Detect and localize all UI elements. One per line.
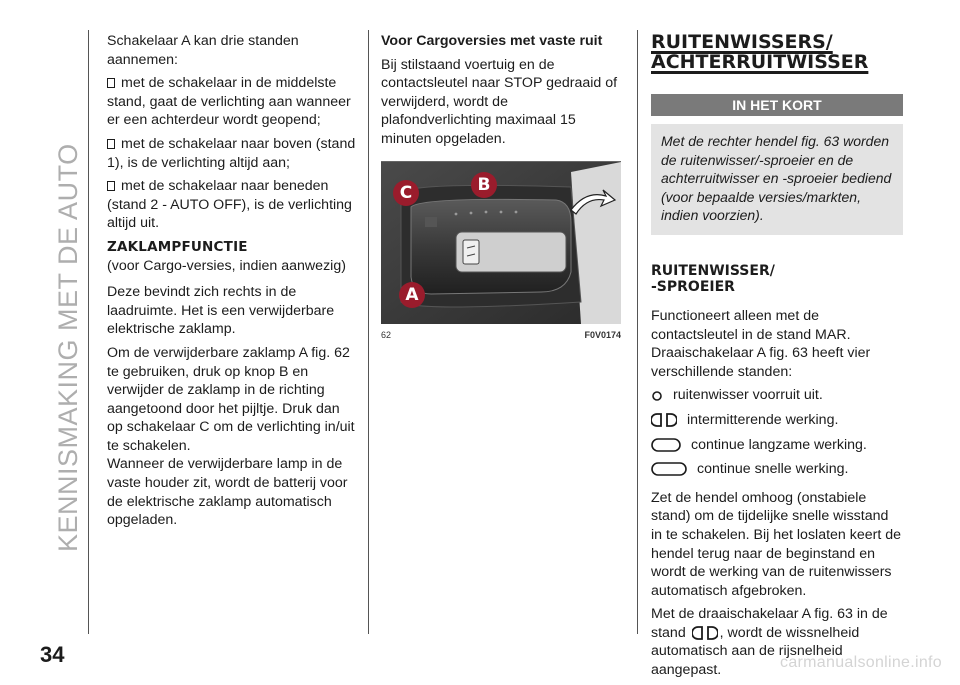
- divider: [368, 30, 369, 634]
- bullet-item: met de schakelaar naar beneden (stand 2 - AUTO OFF), is de verlichting altijd uit.: [107, 178, 352, 232]
- mode-item: ruitenwisser voorruit uit.: [651, 386, 903, 405]
- label-b: B: [471, 172, 497, 198]
- mode-item: continue snelle werking.: [651, 460, 903, 479]
- section-heading: ZAKLAMPFUNCTIE: [107, 238, 248, 255]
- intro-text: Schakelaar A kan drie standen aannemen:: [107, 33, 299, 68]
- paragraph: Bij stilstaand voertuig en de contactsleutel naar STOP gedraaid of verwijderd, wordt de plafondverlichting maximaal 15 minuten opgeladen.: [381, 56, 618, 147]
- column-right: [651, 32, 903, 685]
- column-left: [107, 32, 357, 535]
- paragraph: Functioneert alleen met de contactsleutel in de stand MAR. Draaischakelaar A fig. 63 heeft vier verschillende standen:: [651, 307, 871, 380]
- divider: [88, 30, 89, 634]
- intermittent-icon: [692, 626, 718, 640]
- mode-item: intermitterende werking.: [651, 411, 903, 430]
- mode-item: continue langzame werking.: [651, 436, 903, 455]
- figure-caption: [381, 326, 621, 345]
- label-a: A: [399, 282, 425, 308]
- page-number: 34: [40, 642, 65, 667]
- figure-number: 62: [381, 329, 392, 340]
- chapter-section-title: RUITENWISSERS/ ACHTERRUITWISSER: [651, 31, 869, 73]
- column-middle: [381, 32, 621, 344]
- divider: [637, 30, 638, 634]
- watermark: carmanualsonline.info: [780, 654, 942, 671]
- slow-icon: [651, 438, 681, 452]
- bullet-item: met de schakelaar naar boven (stand 1), is de verlichting altijd aan;: [107, 135, 356, 171]
- bullet-icon: [107, 78, 115, 88]
- subsection-title: RUITENWISSER/ -SPROEIER: [651, 262, 775, 295]
- section-subtitle: (voor Cargo-versies, indien aanwezig): [107, 257, 346, 274]
- label-c: C: [393, 180, 419, 206]
- summary-header: IN HET KORT: [651, 94, 903, 116]
- figure-flashlight: [381, 161, 621, 324]
- intermittent-icon: [651, 413, 677, 427]
- paragraph: Wanneer de verwijderbare lamp in de vaste houder zit, wordt de batterij voor de elektrische zaklamp automatisch opgeladen.: [107, 456, 348, 529]
- paragraph: Zet de hendel omhoog (onstabiele stand) om de tijdelijke snelle wisstand in te schakelen. Bij het loslaten keert de hendel terug naar de beginstand en wordt de werking van de ruitenwissers automatisch afgebroken.: [651, 489, 902, 599]
- bullet-icon: [107, 181, 115, 191]
- bullet-item: met de schakelaar in de middelste stand, gaat de verlichting aan wanneer er een achterdeur wordt geopend;: [107, 75, 351, 129]
- paragraph: Om de verwijderbare zaklamp A fig. 62 te gebruiken, druk op knop B en verwijder de zaklamp in de richting aangetoond door het pijltje. Druk dan op schakelaar C om de verlichting in/uit te schakelen.: [107, 344, 355, 454]
- paragraph: Deze bevindt zich rechts in de laadruimte. Het is een verwijderbare elektrische zaklamp.: [107, 284, 335, 338]
- figure-code: F0V0174: [584, 329, 621, 340]
- subsection-heading: Voor Cargoversies met vaste ruit: [381, 33, 603, 49]
- off-icon: [651, 390, 663, 402]
- bullet-icon: [107, 139, 115, 149]
- paragraph: Met de draaischakelaar A fig. 63 in de stand , wordt de wissnelheid automatisch aan de rijsnelheid aangepast.: [651, 606, 888, 679]
- fast-icon: [651, 462, 687, 476]
- chapter-title: KENNISMAKING MET DE AUTO: [53, 143, 83, 552]
- summary-box: Met de rechter hendel fig. 63 worden de ruitenwisser/-sproeier en de achterruitwisser en -sproeier bediend (voor bepaalde versies/markten, indien voorzien).: [651, 124, 903, 235]
